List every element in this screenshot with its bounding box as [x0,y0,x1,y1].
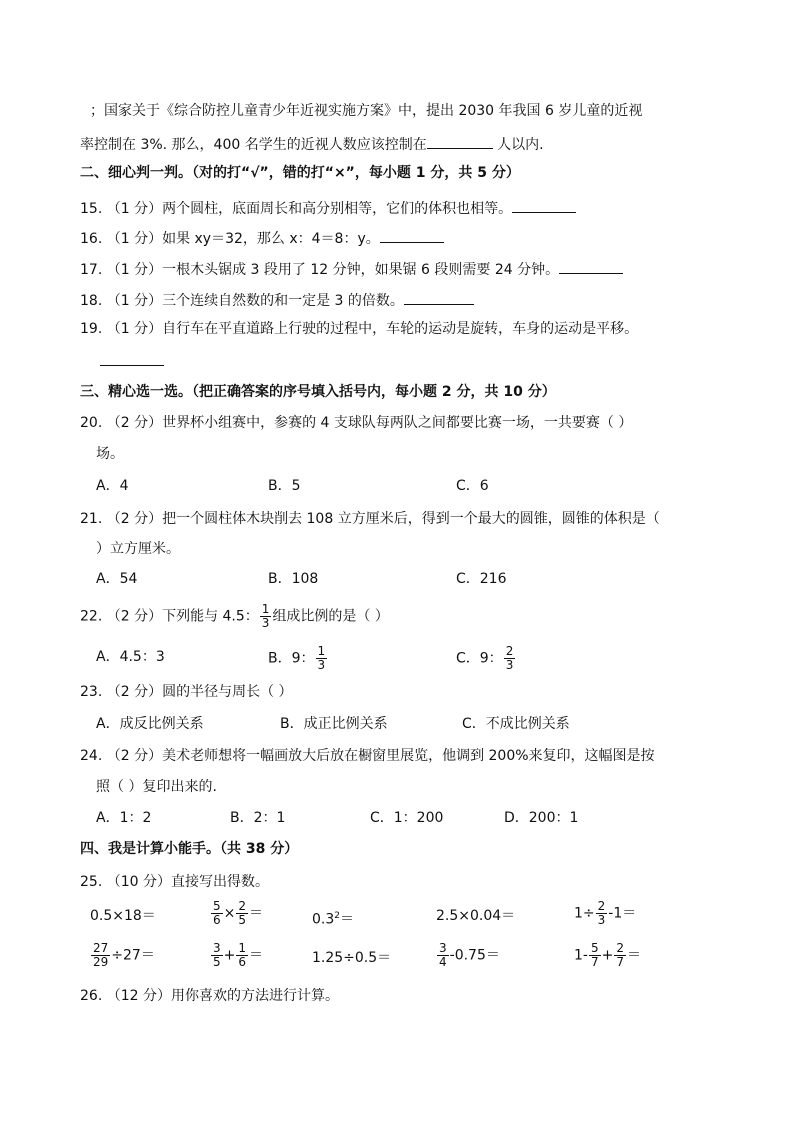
question-16 [80,227,444,249]
equals-sign: ＝ [340,911,354,928]
calc-item [574,942,641,969]
equals-sign: ＝ [626,947,641,964]
numerator: 1 [238,941,247,955]
option-a[interactable]: A．成反比例关系 [96,716,204,732]
answer-blank[interactable] [100,350,164,366]
option-a[interactable]: A．4.5：3 [96,649,165,665]
question-20: 20. （2 分）世界杯小组赛中，参赛的 4 支球队每两队之间都要比赛一场，一共要赛（ ） [80,415,633,431]
fraction [614,942,626,969]
numerator: 2 [597,899,606,913]
question-25: 25. （10 分）直接写出得数。 [80,874,269,890]
question-text: 15. （1 分）两个圆柱，底面周长和高分别相等，它们的体积也相等。 [80,201,513,217]
fraction [236,942,248,969]
numerator: 2 [616,941,624,955]
question-22 [80,603,389,630]
numerator: 27 [93,941,109,955]
question-18 [80,289,474,311]
question-26: 26. （12 分）用你喜欢的方法进行计算。 [80,988,339,1004]
answer-blank[interactable] [512,197,576,213]
answer-blank[interactable] [404,289,474,305]
denominator: 3 [317,658,326,672]
denominator: 4 [439,955,447,969]
operator: × [223,905,236,922]
calc-item [210,942,263,969]
intro-line-2 [80,133,544,155]
intro-line-1: ；国家关于《综合防控儿童青少年近视实施方案》中，提出 2030 年我国 6 岁儿童的近视 [90,103,643,119]
calc-item [436,942,500,969]
section-2-title: 二、细心判一判。（对的打“√”，错的打“×”，每小题 1 分，共 5 分） [80,165,520,181]
numerator: 1 [261,602,270,616]
question-text: 18. （1 分）三个连续自然数的和一定是 3 的倍数。 [80,293,404,309]
option-c[interactable]: C．1：200 [370,810,444,826]
fraction [316,645,328,672]
option-c[interactable]: C．不成比例关系 [462,716,570,732]
denominator: 5 [238,913,247,927]
denominator: 7 [590,955,599,969]
question-text-post: 组成比例的是（ ） [272,608,389,625]
operator: + [601,947,614,964]
fraction [596,900,608,927]
denominator: 3 [597,913,606,927]
question-21: 21. （2 分）把一个圆柱体木块削去 108 立方厘米后，得到一个最大的圆锥，圆锥的体积是（ [80,511,660,527]
option-b-label: B．9： [268,650,315,667]
section-3-title: 三、精心选一选。（把正确答案的序号填入括号内，每小题 2 分，共 10 分） [80,384,556,400]
exponent: 2 [334,911,340,921]
numerator: 2 [238,899,247,913]
question-20-line-2: 场。 [96,446,124,462]
question-15 [80,197,576,219]
fraction [91,942,110,969]
option-a[interactable]: A．1：2 [96,810,152,826]
answer-blank[interactable] [559,258,623,274]
option-b[interactable]: B．5 [268,478,301,494]
fraction [437,942,449,969]
numerator: 3 [213,941,221,955]
calc-item [574,900,636,927]
option-b[interactable]: B．成正比例关系 [280,716,388,732]
question-19: 19. （1 分）自行车在平直道路上行驶的过程中，车轮的运动是旋转，车身的运动是平移。 [80,321,639,337]
option-a[interactable]: A．54 [96,571,138,587]
denominator: 6 [238,955,247,969]
section-4-title: 四、我是计算小能手。（共 38 分） [80,841,299,857]
question-19-blank-line [100,350,164,372]
intro-text-a: 率控制在 3%. 那么，400 名学生的近视人数应该控制在 [80,137,427,153]
fraction [260,603,272,630]
question-24-line-2: 照（ ）复印出来的. [96,779,217,795]
option-b[interactable] [268,645,328,672]
answer-blank[interactable] [427,133,493,149]
numerator: 2 [505,644,514,658]
question-17 [80,258,623,280]
prefix: 1÷ [574,905,595,922]
denominator: 5 [213,955,221,969]
numerator: 3 [439,941,447,955]
question-21-line-2: ）立方厘米。 [96,541,180,557]
equals-sign: ＝ [249,905,264,922]
calc-item [210,900,263,927]
option-b[interactable]: B．108 [268,571,319,587]
calc-item: 1.25÷0.5＝ [312,950,392,966]
option-b[interactable]: B．2：1 [230,810,286,826]
question-text: 16. （1 分）如果 xy＝32，那么 x：4＝8：y。 [80,231,380,247]
option-c-label: C．9： [456,650,503,667]
denominator: 3 [505,658,514,672]
option-c[interactable]: C．6 [456,478,489,494]
denominator: 3 [261,616,270,630]
operator: + [223,947,236,964]
question-text: 17. （1 分）一根木头锯成 3 段用了 12 分钟，如果锯 6 段则需要 24 分钟。 [80,262,560,278]
calc-item [90,942,155,969]
calc-item: 0.5×18＝ [90,908,156,924]
option-a[interactable]: A．4 [96,478,129,494]
base: 0.3 [312,911,335,928]
fraction [211,900,223,927]
fraction [589,942,601,969]
denominator: 7 [616,955,624,969]
suffix: ÷27＝ [111,947,155,964]
fraction [236,900,248,927]
numerator: 5 [590,941,599,955]
numerator: 5 [213,899,221,913]
calc-item [312,906,354,930]
fraction [504,645,516,672]
fraction [211,942,223,969]
option-d[interactable]: D．200：1 [504,810,579,826]
question-text-pre: 22. （2 分）下列能与 4.5： [80,608,259,625]
question-24: 24. （2 分）美术老师想将一幅画放大后放在橱窗里展览，他调到 200%来复印，这幅图是按 [80,748,655,764]
denominator: 6 [213,913,221,927]
calc-item: 2.5×0.04＝ [436,908,516,924]
intro-text-b: 人以内. [492,137,544,153]
answer-blank[interactable] [380,227,444,243]
denominator: 29 [93,955,109,969]
option-c[interactable] [456,645,516,672]
equals-sign: ＝ [249,947,264,964]
suffix: -1＝ [608,905,637,922]
prefix: 1- [574,947,588,964]
suffix: -0.75＝ [449,947,500,964]
numerator: 1 [317,644,326,658]
question-23: 23. （2 分）圆的半径与周长（ ） [80,684,293,700]
option-c[interactable]: C．216 [456,571,507,587]
